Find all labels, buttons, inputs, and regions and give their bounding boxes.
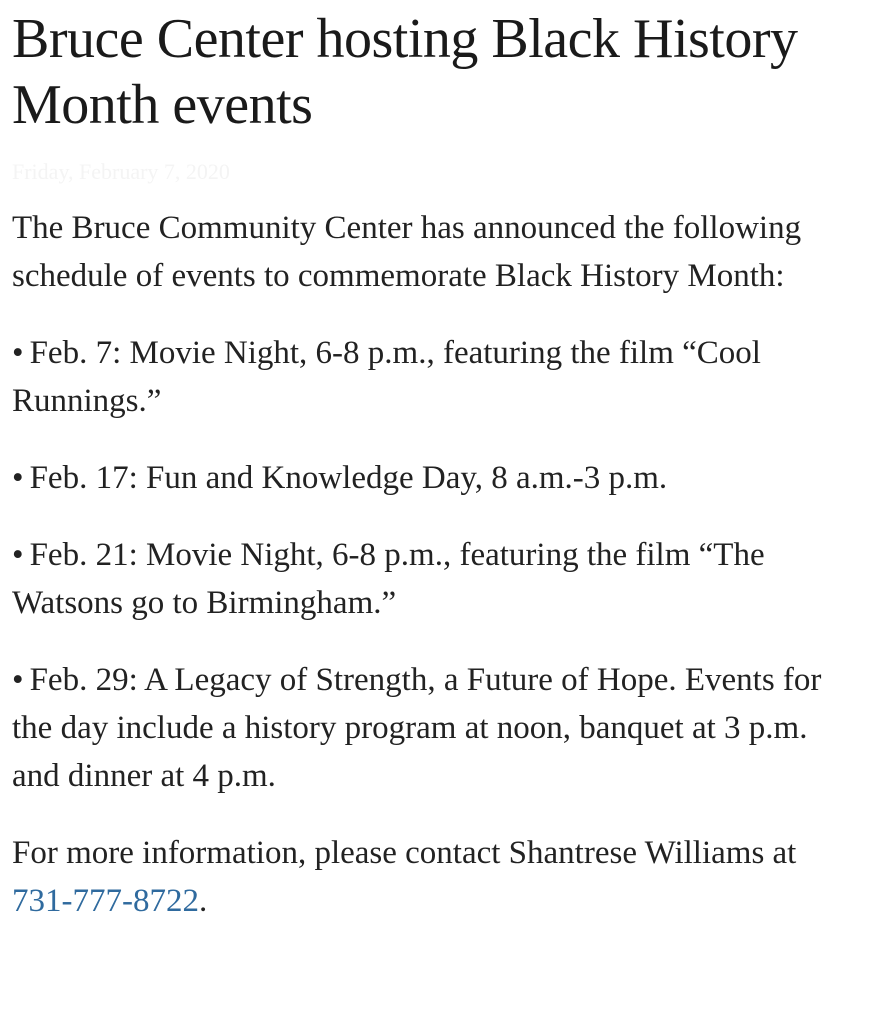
bullet-icon: • xyxy=(12,335,24,371)
article-date: Friday, February 7, 2020 xyxy=(12,159,230,184)
event-text: Feb. 17: Fun and Knowledge Day, 8 a.m.-3 p.m. xyxy=(29,460,668,496)
event-item xyxy=(12,329,856,425)
bullet-icon: • xyxy=(12,662,24,698)
event-item xyxy=(12,454,856,502)
article-headline: Bruce Center hosting Black History Month events xyxy=(12,8,798,136)
event-text: Feb. 7: Movie Night, 6-8 p.m., featuring the film “Cool Runnings.” xyxy=(12,335,761,419)
contact-paragraph xyxy=(12,829,856,925)
contact-text: For more information, please contact Shantrese Williams at xyxy=(12,835,797,871)
intro-paragraph: The Bruce Community Center has announced the following schedule of events to commemorate Black History Month: xyxy=(12,210,802,294)
bullet-icon: • xyxy=(12,460,24,496)
event-text: Feb. 29: A Legacy of Strength, a Future of Hope. Events for the day include a history program at noon, banquet at 3 p.m. and dinner at 4 p.m. xyxy=(12,662,822,794)
event-item xyxy=(12,531,856,627)
event-item xyxy=(12,656,856,800)
contact-suffix: . xyxy=(198,883,208,919)
event-text: Feb. 21: Movie Night, 6-8 p.m., featuring the film “The Watsons go to Birmingham.” xyxy=(12,537,765,621)
phone-link[interactable]: 731-777-8722 xyxy=(12,883,199,919)
bullet-icon: • xyxy=(12,537,24,573)
